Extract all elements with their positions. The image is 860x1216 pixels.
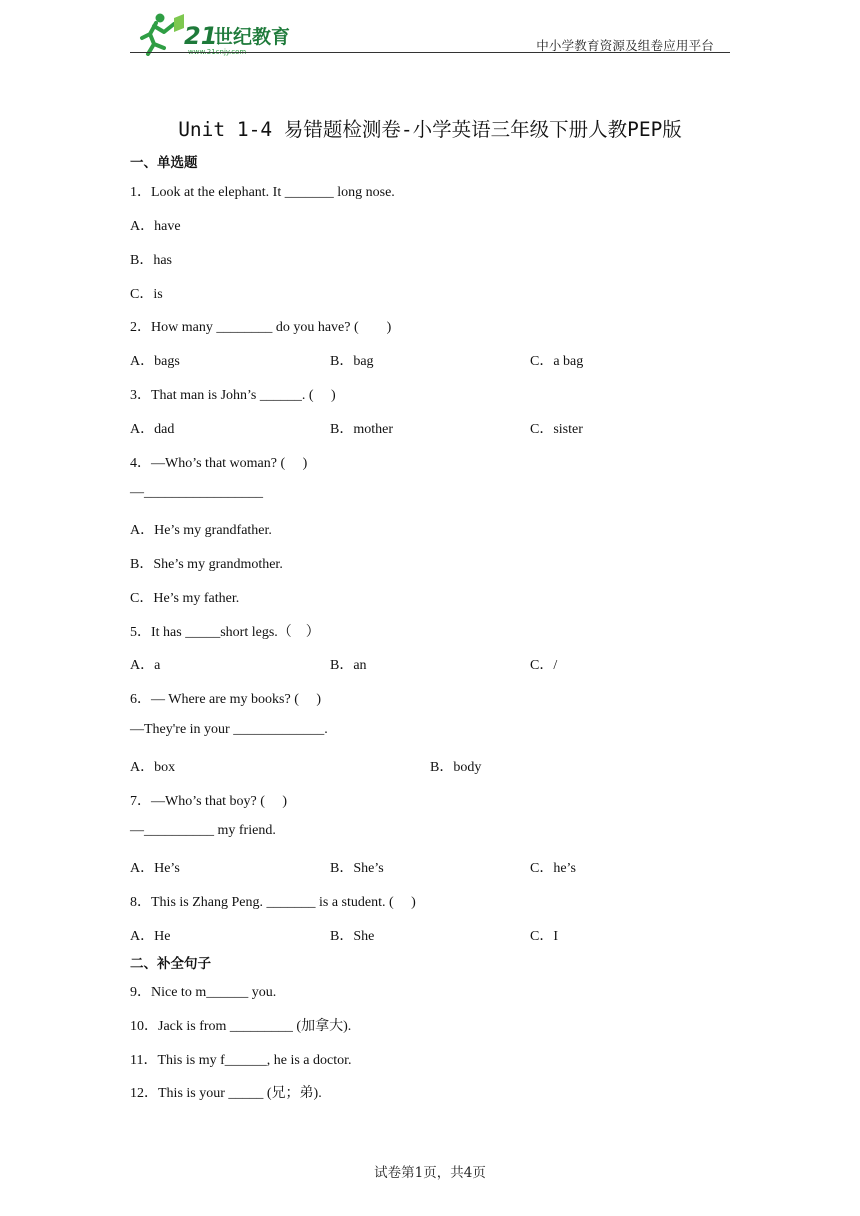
- question-stem: 12．This is your _____ (兄；弟).: [130, 1086, 322, 1101]
- question-option: B．bag: [330, 354, 374, 369]
- platform-name: 中小学教育资源及组卷应用平台: [536, 38, 714, 53]
- logo-url: www.21cnjy.com: [188, 48, 247, 56]
- question-option: C．I: [530, 929, 558, 944]
- question-option: B．mother: [330, 422, 393, 437]
- question-option: B．an: [330, 658, 367, 673]
- question-option: A．He: [130, 929, 171, 944]
- question-option: C．/: [530, 658, 558, 673]
- question-stem: 6．— Where are my books? ( ): [130, 692, 322, 707]
- section-heading-2: 二、补全句子: [130, 956, 211, 972]
- answer-line: —_________________: [130, 485, 263, 500]
- question-option: B．has: [130, 253, 172, 268]
- logo-text: 世纪教育: [214, 26, 291, 48]
- question-option: C．sister: [530, 422, 583, 437]
- question-stem: 5．It has _____short legs.（ ）: [130, 625, 320, 640]
- question-stem: 8．This is Zhang Peng. _______ is a student. ( ): [130, 895, 416, 910]
- answer-line: —They're in your _____________.: [130, 722, 328, 737]
- question-stem: 7．—Who’s that boy? ( ): [130, 794, 288, 809]
- question-option: B．She’s my grandmother.: [130, 557, 283, 572]
- question-stem: 10．Jack is from _________ (加拿大).: [130, 1019, 352, 1034]
- answer-line: —__________ my friend.: [130, 823, 276, 838]
- question-stem: 9．Nice to m______ you.: [130, 985, 277, 1000]
- question-option: C．he’s: [530, 861, 576, 876]
- question-stem: 4．—Who’s that woman? ( ): [130, 456, 308, 471]
- question-option: A．dad: [130, 422, 175, 437]
- 21cnjy-logo: [134, 10, 304, 56]
- question-option: A．have: [130, 219, 181, 234]
- question-option: C．a bag: [530, 354, 584, 369]
- question-stem: 1．Look at the elephant. It _______ long nose.: [130, 185, 395, 200]
- question-stem: 2．How many ________ do you have? ( ): [130, 320, 392, 335]
- question-option: C．is: [130, 287, 163, 302]
- question-option: A．He’s my grandfather.: [130, 523, 272, 538]
- question-stem: 3．That man is John’s ______. ( ): [130, 388, 336, 403]
- question-stem: 11．This is my f______, he is a doctor.: [130, 1053, 352, 1068]
- question-option: B．She’s: [330, 861, 384, 876]
- question-option: A．box: [130, 760, 176, 775]
- page-title: Unit 1-4 易错题检测卷-小学英语三年级下册人教PEP版: [178, 118, 682, 141]
- question-option: C．He’s my father.: [130, 591, 240, 606]
- section-heading-1: 一、单选题: [130, 155, 198, 171]
- svg-text:21: 21: [184, 22, 218, 50]
- page-footer: 试卷第1页，共4页: [374, 1165, 486, 1181]
- page-header: [130, 8, 730, 58]
- header-rule: [130, 52, 730, 53]
- question-option: A．a: [130, 658, 161, 673]
- question-option: A．bags: [130, 354, 180, 369]
- question-option: A．He’s: [130, 861, 180, 876]
- question-option: B．She: [330, 929, 375, 944]
- question-option: B．body: [430, 760, 482, 775]
